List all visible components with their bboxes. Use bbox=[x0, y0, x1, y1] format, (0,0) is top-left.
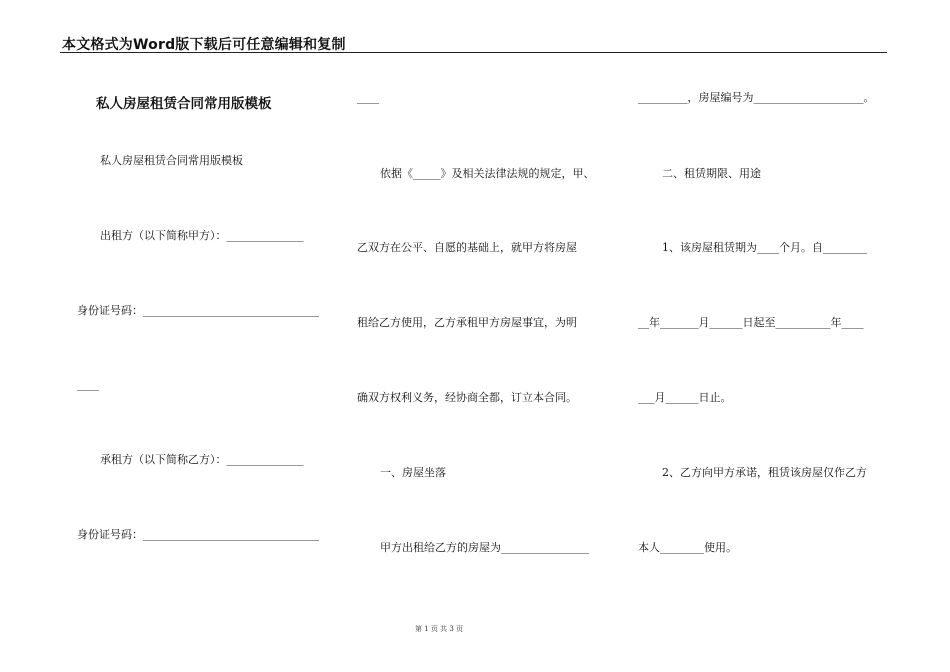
paragraph-line: _________，房屋编号为____________________。 bbox=[638, 91, 875, 104]
lessee-id-line: 身份证号码：________________________________ bbox=[77, 528, 319, 541]
paragraph-line: 2、乙方向甲方承诺，租赁该房屋仅作乙方 bbox=[662, 466, 867, 479]
blank-line: ____ bbox=[357, 91, 379, 104]
paragraph-line: 1、该房屋租赁期为____个月。自________ bbox=[662, 241, 867, 254]
lessor-id-line: 身份证号码：________________________________ bbox=[77, 304, 319, 317]
page-number: 第 1 页 共 3 页 bbox=[415, 625, 464, 633]
header-title: 本文格式为Word版下载后可任意编辑和复制 bbox=[62, 37, 346, 53]
paragraph-line: 依据《_____》及相关法律法规的规定，甲、 bbox=[380, 167, 595, 180]
document-subtitle: 私人房屋租赁合同常用版模板 bbox=[100, 154, 243, 167]
document-title: 私人房屋租赁合同常用版模板 bbox=[96, 96, 272, 112]
paragraph-line: 租给乙方使用，乙方承租甲方房屋事宜，为明 bbox=[357, 316, 577, 329]
paragraph-line: 确双方权利义务，经协商全都，订立本合同。 bbox=[357, 391, 577, 404]
lessor-line: 出租方（以下简称甲方）：______________ bbox=[100, 229, 304, 242]
paragraph-line: 乙双方在公平、自愿的基础上，就甲方将房屋 bbox=[357, 241, 577, 254]
header-rule bbox=[60, 52, 887, 53]
paragraph-line: ___月______日止。 bbox=[638, 391, 732, 404]
lessee-line: 承租方（以下简称乙方）：______________ bbox=[100, 453, 304, 466]
blank-line: ____ bbox=[77, 378, 99, 391]
section-heading: 一、房屋坐落 bbox=[380, 466, 446, 479]
paragraph-line: __年_______月______日起至__________年____ bbox=[638, 316, 864, 329]
paragraph-line: 甲方出租给乙方的房屋为________________ bbox=[380, 541, 589, 554]
paragraph-line: 本人________使用。 bbox=[638, 541, 737, 554]
section-heading: 二、租赁期限、用途 bbox=[662, 167, 761, 180]
